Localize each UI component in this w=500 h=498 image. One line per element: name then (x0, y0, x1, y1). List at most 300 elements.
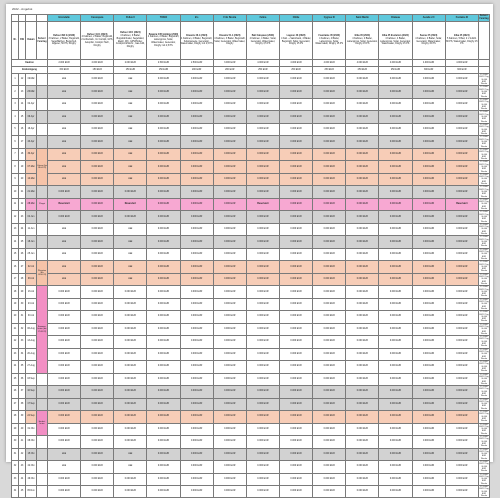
price-cell[interactable]: 0.000 EUR (279, 74, 312, 86)
price-cell[interactable]: xxx (114, 74, 147, 86)
price-cell[interactable]: 0.000 EUR (412, 248, 445, 260)
price-cell[interactable]: 0.000 EUR (313, 236, 346, 248)
price-cell[interactable]: 0.000 EUR (246, 236, 279, 248)
price-cell[interactable]: 0.000 EUR (81, 323, 114, 335)
price-cell[interactable]: xxx (114, 448, 147, 460)
price-cell[interactable]: 0.000 EUR (313, 436, 346, 448)
price-cell[interactable]: 0.000 EUR (445, 173, 478, 185)
price-cell[interactable]: 0.000 EUR (445, 461, 478, 473)
price-cell[interactable]: 0.000 EUR (213, 323, 246, 335)
price-cell[interactable]: xxx (114, 86, 147, 98)
price-cell[interactable]: 0.000 EUR (412, 173, 445, 185)
price-cell[interactable]: 0.000 EUR (379, 173, 412, 185)
price-cell[interactable]: 0.000 EUR (346, 398, 379, 410)
price-cell[interactable]: 0.000 EUR (180, 74, 213, 86)
price-cell[interactable]: 0.000 EUR (279, 211, 312, 223)
price-cell[interactable]: 0.000 EUR (147, 386, 180, 398)
price-cell[interactable]: 0.000 EUR (48, 211, 81, 223)
price-cell[interactable]: 0.000 EUR (412, 273, 445, 285)
price-cell[interactable]: 0.000 EUR (445, 386, 478, 398)
price-cell[interactable]: 0.000 EUR (48, 311, 81, 323)
price-cell[interactable]: 0.000 EUR (279, 86, 312, 98)
price-cell[interactable]: 0.000 EUR (346, 273, 379, 285)
price-cell[interactable]: 0.000 EUR (445, 286, 478, 298)
price-cell[interactable]: xxx (114, 261, 147, 273)
price-cell[interactable]: 0.000 EUR (346, 248, 379, 260)
price-cell[interactable]: xxx (48, 223, 81, 235)
price-cell[interactable]: 0.000 EUR (346, 148, 379, 160)
price-cell[interactable]: 0.000 EUR (114, 311, 147, 323)
price-cell[interactable]: 0.000 EUR (246, 123, 279, 135)
price-cell[interactable]: 0.000 EUR (81, 198, 114, 210)
price-cell[interactable]: 0.000 EUR (279, 411, 312, 423)
price-cell[interactable]: 0.000 EUR (114, 336, 147, 348)
price-cell[interactable]: Reserviert (114, 198, 147, 210)
price-cell[interactable]: 0.000 EUR (445, 98, 478, 110)
price-cell[interactable]: 0.000 EUR (81, 411, 114, 423)
price-cell[interactable]: 0.000 EUR (412, 485, 445, 497)
price-cell[interactable]: 0.000 EUR (180, 98, 213, 110)
price-cell[interactable]: 0.000 EUR (379, 198, 412, 210)
price-cell[interactable]: 0.000 EUR (147, 373, 180, 385)
price-cell[interactable]: 0.000 EUR (246, 74, 279, 86)
price-cell[interactable]: 0.000 EUR (213, 211, 246, 223)
price-cell[interactable]: 0.000 EUR (180, 261, 213, 273)
price-cell[interactable]: 0.000 EUR (147, 198, 180, 210)
price-cell[interactable]: 0.000 EUR (445, 248, 478, 260)
price-cell[interactable]: 0.000 EUR (412, 111, 445, 123)
price-cell[interactable]: 0.000 EUR (313, 173, 346, 185)
price-cell[interactable]: 0.000 EUR (114, 398, 147, 410)
price-cell[interactable]: 0.000 EUR (81, 273, 114, 285)
price-cell[interactable]: 0.000 EUR (213, 86, 246, 98)
price-cell[interactable]: 0.000 EUR (412, 98, 445, 110)
price-cell[interactable]: 0.000 EUR (147, 223, 180, 235)
price-cell[interactable]: 0.000 EUR (379, 448, 412, 460)
price-cell[interactable]: 0.000 EUR (246, 398, 279, 410)
price-cell[interactable]: 0.000 EUR (279, 485, 312, 497)
price-cell[interactable]: 0.000 EUR (213, 198, 246, 210)
price-cell[interactable]: 0.000 EUR (313, 398, 346, 410)
price-cell[interactable]: 0.000 EUR (412, 161, 445, 173)
price-cell[interactable]: 0.000 EUR (346, 261, 379, 273)
price-cell[interactable]: 0.000 EUR (346, 348, 379, 360)
price-cell[interactable]: 0.000 EUR (114, 286, 147, 298)
price-cell[interactable]: 0.000 EUR (147, 98, 180, 110)
price-cell[interactable]: 0.000 EUR (412, 86, 445, 98)
price-cell[interactable]: 0.000 EUR (246, 298, 279, 310)
price-cell[interactable]: 0.000 EUR (147, 236, 180, 248)
price-cell[interactable]: 0.000 EUR (147, 136, 180, 148)
price-cell[interactable]: 0.000 EUR (114, 485, 147, 497)
price-cell[interactable]: 0.000 EUR (147, 248, 180, 260)
price-cell[interactable]: 0.000 EUR (346, 74, 379, 86)
price-cell[interactable]: xxx (48, 236, 81, 248)
price-cell[interactable]: 0.000 EUR (379, 311, 412, 323)
price-cell[interactable]: 0.000 EUR (81, 211, 114, 223)
price-cell[interactable]: 0.000 EUR (346, 336, 379, 348)
price-cell[interactable]: 0.000 EUR (81, 436, 114, 448)
price-cell[interactable]: 0.000 EUR (213, 286, 246, 298)
price-cell[interactable]: 0.000 EUR (445, 123, 478, 135)
price-cell[interactable]: 0.000 EUR (279, 286, 312, 298)
price-cell[interactable]: 0.000 EUR (313, 74, 346, 86)
price-cell[interactable]: 0.000 EUR (279, 361, 312, 373)
price-cell[interactable]: 0.000 EUR (279, 473, 312, 485)
price-cell[interactable]: xxx (48, 273, 81, 285)
price-cell[interactable]: 0.000 EUR (180, 136, 213, 148)
price-cell[interactable]: 0.000 EUR (81, 136, 114, 148)
price-cell[interactable]: 0.000 EUR (246, 273, 279, 285)
price-cell[interactable]: 0.000 EUR (346, 236, 379, 248)
price-cell[interactable]: 0.000 EUR (445, 298, 478, 310)
price-cell[interactable]: 0.000 EUR (279, 423, 312, 435)
price-cell[interactable]: 0.000 EUR (114, 436, 147, 448)
price-cell[interactable]: 0.000 EUR (313, 186, 346, 198)
price-cell[interactable]: 0.000 EUR (147, 398, 180, 410)
price-cell[interactable]: 0.000 EUR (313, 361, 346, 373)
price-cell[interactable]: 0.000 EUR (48, 485, 81, 497)
price-cell[interactable]: 0.000 EUR (346, 311, 379, 323)
price-cell[interactable]: 0.000 EUR (346, 386, 379, 398)
price-cell[interactable]: 0.000 EUR (445, 436, 478, 448)
price-cell[interactable]: 0.000 EUR (279, 161, 312, 173)
price-cell[interactable]: 0.000 EUR (81, 448, 114, 460)
price-cell[interactable]: 0.000 EUR (412, 436, 445, 448)
price-cell[interactable]: 0.000 EUR (313, 411, 346, 423)
price-cell[interactable]: 0.000 EUR (379, 373, 412, 385)
price-cell[interactable]: xxx (114, 173, 147, 185)
price-cell[interactable]: 0.000 EUR (48, 473, 81, 485)
price-cell[interactable]: 0.000 EUR (412, 286, 445, 298)
price-cell[interactable]: 0.000 EUR (346, 485, 379, 497)
price-cell[interactable]: 0.000 EUR (346, 436, 379, 448)
price-cell[interactable]: 0.000 EUR (114, 423, 147, 435)
price-cell[interactable]: 0.000 EUR (313, 123, 346, 135)
price-cell[interactable]: 0.000 EUR (445, 186, 478, 198)
price-cell[interactable]: 0.000 EUR (412, 148, 445, 160)
price-cell[interactable]: 0.000 EUR (379, 211, 412, 223)
price-cell[interactable]: 0.000 EUR (213, 261, 246, 273)
price-cell[interactable]: xxx (48, 173, 81, 185)
price-cell[interactable]: 0.000 EUR (180, 211, 213, 223)
price-cell[interactable]: 0.000 EUR (48, 436, 81, 448)
price-cell[interactable]: 0.000 EUR (48, 348, 81, 360)
price-cell[interactable]: 0.000 EUR (379, 98, 412, 110)
price-cell[interactable]: xxx (48, 161, 81, 173)
price-cell[interactable]: 0.000 EUR (279, 273, 312, 285)
price-cell[interactable]: 0.000 EUR (246, 211, 279, 223)
price-cell[interactable]: 0.000 EUR (246, 436, 279, 448)
price-cell[interactable]: 0.000 EUR (246, 286, 279, 298)
price-cell[interactable]: 0.000 EUR (246, 86, 279, 98)
price-cell[interactable]: 0.000 EUR (114, 373, 147, 385)
price-cell[interactable]: 0.000 EUR (81, 248, 114, 260)
price-cell[interactable]: 0.000 EUR (213, 398, 246, 410)
price-cell[interactable]: 0.000 EUR (48, 398, 81, 410)
price-cell[interactable]: 0.000 EUR (313, 298, 346, 310)
price-cell[interactable]: xxx (114, 148, 147, 160)
price-cell[interactable]: 0.000 EUR (81, 298, 114, 310)
price-cell[interactable]: 0.000 EUR (48, 423, 81, 435)
price-cell[interactable]: 0.000 EUR (313, 111, 346, 123)
price-cell[interactable]: 0.000 EUR (213, 298, 246, 310)
price-cell[interactable]: 0.000 EUR (114, 411, 147, 423)
price-cell[interactable]: 0.000 EUR (445, 148, 478, 160)
price-cell[interactable]: 0.000 EUR (279, 373, 312, 385)
price-cell[interactable]: 0.000 EUR (147, 461, 180, 473)
price-cell[interactable]: 0.000 EUR (48, 386, 81, 398)
price-cell[interactable]: 0.000 EUR (379, 86, 412, 98)
price-cell[interactable]: 0.000 EUR (279, 111, 312, 123)
price-cell[interactable]: 0.000 EUR (346, 161, 379, 173)
price-cell[interactable]: 0.000 EUR (379, 136, 412, 148)
price-cell[interactable]: 0.000 EUR (213, 186, 246, 198)
price-cell[interactable]: 0.000 EUR (147, 261, 180, 273)
price-cell[interactable]: 0.000 EUR (346, 361, 379, 373)
price-cell[interactable]: 0.000 EUR (412, 261, 445, 273)
price-cell[interactable]: 0.000 EUR (213, 148, 246, 160)
price-cell[interactable]: 0.000 EUR (81, 423, 114, 435)
price-cell[interactable]: 0.000 EUR (246, 485, 279, 497)
price-cell[interactable]: 0.000 EUR (114, 361, 147, 373)
price-cell[interactable]: 0.000 EUR (346, 211, 379, 223)
price-cell[interactable]: 0.000 EUR (81, 485, 114, 497)
price-cell[interactable]: 0.000 EUR (213, 161, 246, 173)
price-cell[interactable]: 0.000 EUR (180, 236, 213, 248)
price-cell[interactable]: xxx (114, 248, 147, 260)
price-cell[interactable]: 0.000 EUR (412, 323, 445, 335)
price-cell[interactable]: 0.000 EUR (180, 448, 213, 460)
price-cell[interactable]: 0.000 EUR (379, 161, 412, 173)
price-cell[interactable]: 0.000 EUR (346, 186, 379, 198)
price-cell[interactable]: 0.000 EUR (379, 111, 412, 123)
price-cell[interactable]: 0.000 EUR (445, 448, 478, 460)
price-cell[interactable]: 0.000 EUR (279, 323, 312, 335)
price-cell[interactable]: 0.000 EUR (180, 348, 213, 360)
price-cell[interactable]: 0.000 EUR (147, 348, 180, 360)
price-cell[interactable]: 0.000 EUR (379, 473, 412, 485)
price-cell[interactable]: 0.000 EUR (445, 311, 478, 323)
price-cell[interactable]: xxx (48, 448, 81, 460)
price-cell[interactable]: 0.000 EUR (147, 148, 180, 160)
price-cell[interactable]: 0.000 EUR (147, 86, 180, 98)
price-cell[interactable]: 0.000 EUR (379, 436, 412, 448)
price-cell[interactable]: 0.000 EUR (412, 298, 445, 310)
price-cell[interactable]: 0.000 EUR (379, 386, 412, 398)
price-cell[interactable]: 0.000 EUR (313, 86, 346, 98)
price-cell[interactable]: 0.000 EUR (445, 273, 478, 285)
price-cell[interactable]: 0.000 EUR (379, 236, 412, 248)
price-cell[interactable]: 0.000 EUR (213, 111, 246, 123)
price-cell[interactable]: 0.000 EUR (445, 136, 478, 148)
price-cell[interactable]: 0.000 EUR (346, 111, 379, 123)
price-cell[interactable]: 0.000 EUR (279, 448, 312, 460)
price-cell[interactable]: 0.000 EUR (279, 148, 312, 160)
price-cell[interactable]: 0.000 EUR (346, 223, 379, 235)
price-cell[interactable]: 0.000 EUR (213, 411, 246, 423)
price-cell[interactable]: 0.000 EUR (246, 423, 279, 435)
price-cell[interactable]: 0.000 EUR (313, 286, 346, 298)
price-cell[interactable]: 0.000 EUR (246, 173, 279, 185)
price-cell[interactable]: xxx (48, 261, 81, 273)
price-cell[interactable]: 0.000 EUR (213, 348, 246, 360)
price-cell[interactable]: 0.000 EUR (279, 436, 312, 448)
price-cell[interactable]: 0.000 EUR (246, 248, 279, 260)
price-cell[interactable]: 0.000 EUR (213, 98, 246, 110)
price-cell[interactable]: 0.000 EUR (147, 74, 180, 86)
price-cell[interactable]: 0.000 EUR (346, 86, 379, 98)
price-cell[interactable]: 0.000 EUR (147, 173, 180, 185)
price-cell[interactable]: 0.000 EUR (180, 186, 213, 198)
price-cell[interactable]: 0.000 EUR (346, 423, 379, 435)
price-cell[interactable]: 0.000 EUR (279, 336, 312, 348)
price-cell[interactable]: 0.000 EUR (48, 186, 81, 198)
price-cell[interactable]: 0.000 EUR (147, 186, 180, 198)
price-cell[interactable]: xxx (114, 236, 147, 248)
price-cell[interactable]: 0.000 EUR (445, 373, 478, 385)
price-cell[interactable]: 0.000 EUR (213, 136, 246, 148)
price-cell[interactable]: 0.000 EUR (180, 111, 213, 123)
price-cell[interactable]: 0.000 EUR (81, 386, 114, 398)
price-cell[interactable]: 0.000 EUR (412, 123, 445, 135)
price-cell[interactable]: 0.000 EUR (379, 323, 412, 335)
price-cell[interactable]: 0.000 EUR (379, 186, 412, 198)
price-cell[interactable]: 0.000 EUR (379, 361, 412, 373)
price-cell[interactable]: 0.000 EUR (313, 211, 346, 223)
price-cell[interactable]: 0.000 EUR (147, 423, 180, 435)
price-cell[interactable]: xxx (114, 273, 147, 285)
price-cell[interactable]: 0.000 EUR (379, 148, 412, 160)
price-cell[interactable]: 0.000 EUR (445, 473, 478, 485)
price-cell[interactable]: 0.000 EUR (279, 261, 312, 273)
price-cell[interactable]: 0.000 EUR (346, 298, 379, 310)
price-cell[interactable]: 0.000 EUR (346, 198, 379, 210)
price-cell[interactable]: xxx (48, 123, 81, 135)
price-cell[interactable]: 0.000 EUR (279, 398, 312, 410)
price-cell[interactable]: 0.000 EUR (213, 473, 246, 485)
price-cell[interactable]: 0.000 EUR (313, 336, 346, 348)
price-cell[interactable]: 0.000 EUR (81, 361, 114, 373)
price-cell[interactable]: 0.000 EUR (180, 485, 213, 497)
price-cell[interactable]: 0.000 EUR (279, 186, 312, 198)
price-cell[interactable]: 0.000 EUR (246, 386, 279, 398)
price-cell[interactable]: 0.000 EUR (213, 123, 246, 135)
price-cell[interactable]: 0.000 EUR (147, 323, 180, 335)
price-cell[interactable]: xxx (48, 148, 81, 160)
price-cell[interactable]: 0.000 EUR (412, 461, 445, 473)
price-cell[interactable]: 0.000 EUR (412, 136, 445, 148)
price-cell[interactable]: 0.000 EUR (313, 485, 346, 497)
price-cell[interactable]: 0.000 EUR (445, 211, 478, 223)
price-cell[interactable]: 0.000 EUR (313, 161, 346, 173)
price-cell[interactable]: 0.000 EUR (147, 298, 180, 310)
price-cell[interactable]: 0.000 EUR (313, 348, 346, 360)
price-cell[interactable]: 0.000 EUR (313, 248, 346, 260)
price-cell[interactable]: 0.000 EUR (213, 336, 246, 348)
price-cell[interactable]: 0.000 EUR (379, 298, 412, 310)
price-cell[interactable]: 0.000 EUR (147, 473, 180, 485)
price-cell[interactable]: 0.000 EUR (279, 98, 312, 110)
price-cell[interactable]: Reserviert (445, 198, 478, 210)
price-cell[interactable]: 0.000 EUR (147, 436, 180, 448)
price-cell[interactable]: 0.000 EUR (246, 311, 279, 323)
price-cell[interactable]: 0.000 EUR (246, 111, 279, 123)
price-cell[interactable]: 0.000 EUR (81, 473, 114, 485)
price-cell[interactable]: 0.000 EUR (180, 86, 213, 98)
price-cell[interactable]: 0.000 EUR (412, 198, 445, 210)
price-cell[interactable]: 0.000 EUR (379, 273, 412, 285)
price-cell[interactable]: 0.000 EUR (81, 186, 114, 198)
price-cell[interactable]: 0.000 EUR (81, 161, 114, 173)
price-cell[interactable]: 0.000 EUR (180, 423, 213, 435)
price-cell[interactable]: 0.000 EUR (180, 386, 213, 398)
price-cell[interactable]: 0.000 EUR (213, 436, 246, 448)
price-cell[interactable]: 0.000 EUR (246, 461, 279, 473)
price-cell[interactable]: 0.000 EUR (81, 111, 114, 123)
price-cell[interactable]: 0.000 EUR (213, 423, 246, 435)
price-cell[interactable]: 0.000 EUR (379, 398, 412, 410)
price-cell[interactable]: 0.000 EUR (445, 74, 478, 86)
price-cell[interactable]: 0.000 EUR (412, 336, 445, 348)
price-cell[interactable]: 0.000 EUR (346, 448, 379, 460)
price-cell[interactable]: 0.000 EUR (180, 248, 213, 260)
price-cell[interactable]: 0.000 EUR (180, 336, 213, 348)
price-cell[interactable]: 0.000 EUR (180, 361, 213, 373)
price-cell[interactable]: 0.000 EUR (48, 411, 81, 423)
price-cell[interactable]: 0.000 EUR (279, 311, 312, 323)
price-cell[interactable]: 0.000 EUR (81, 173, 114, 185)
price-cell[interactable]: 0.000 EUR (379, 336, 412, 348)
price-cell[interactable]: 0.000 EUR (81, 98, 114, 110)
price-cell[interactable]: 0.000 EUR (48, 323, 81, 335)
price-cell[interactable]: 0.000 EUR (279, 136, 312, 148)
price-cell[interactable]: xxx (48, 248, 81, 260)
price-cell[interactable]: 0.000 EUR (313, 261, 346, 273)
price-cell[interactable]: 0.000 EUR (346, 123, 379, 135)
price-cell[interactable]: 0.000 EUR (279, 223, 312, 235)
price-cell[interactable]: 0.000 EUR (279, 198, 312, 210)
price-cell[interactable]: 0.000 EUR (213, 236, 246, 248)
price-cell[interactable]: 0.000 EUR (114, 323, 147, 335)
price-cell[interactable]: 0.000 EUR (412, 211, 445, 223)
price-cell[interactable]: xxx (48, 98, 81, 110)
price-cell[interactable]: 0.000 EUR (246, 261, 279, 273)
price-cell[interactable]: 0.000 EUR (379, 248, 412, 260)
price-cell[interactable]: 0.000 EUR (48, 298, 81, 310)
price-cell[interactable]: 0.000 EUR (180, 173, 213, 185)
price-cell[interactable]: xxx (114, 461, 147, 473)
price-cell[interactable]: 0.000 EUR (246, 223, 279, 235)
price-cell[interactable]: 0.000 EUR (412, 448, 445, 460)
price-cell[interactable]: 0.000 EUR (246, 136, 279, 148)
price-cell[interactable]: 0.000 EUR (81, 86, 114, 98)
price-cell[interactable]: 0.000 EUR (379, 74, 412, 86)
price-cell[interactable]: 0.000 EUR (445, 348, 478, 360)
price-cell[interactable]: 0.000 EUR (379, 485, 412, 497)
price-cell[interactable]: 0.000 EUR (445, 398, 478, 410)
price-cell[interactable]: 0.000 EUR (81, 286, 114, 298)
price-cell[interactable]: 0.000 EUR (346, 136, 379, 148)
price-cell[interactable]: 0.000 EUR (313, 148, 346, 160)
price-cell[interactable]: 0.000 EUR (445, 111, 478, 123)
price-cell[interactable]: 0.000 EUR (412, 348, 445, 360)
price-cell[interactable]: 0.000 EUR (147, 123, 180, 135)
price-cell[interactable]: 0.000 EUR (114, 386, 147, 398)
price-cell[interactable]: 0.000 EUR (412, 223, 445, 235)
price-cell[interactable]: 0.000 EUR (213, 485, 246, 497)
price-cell[interactable]: 0.000 EUR (279, 461, 312, 473)
